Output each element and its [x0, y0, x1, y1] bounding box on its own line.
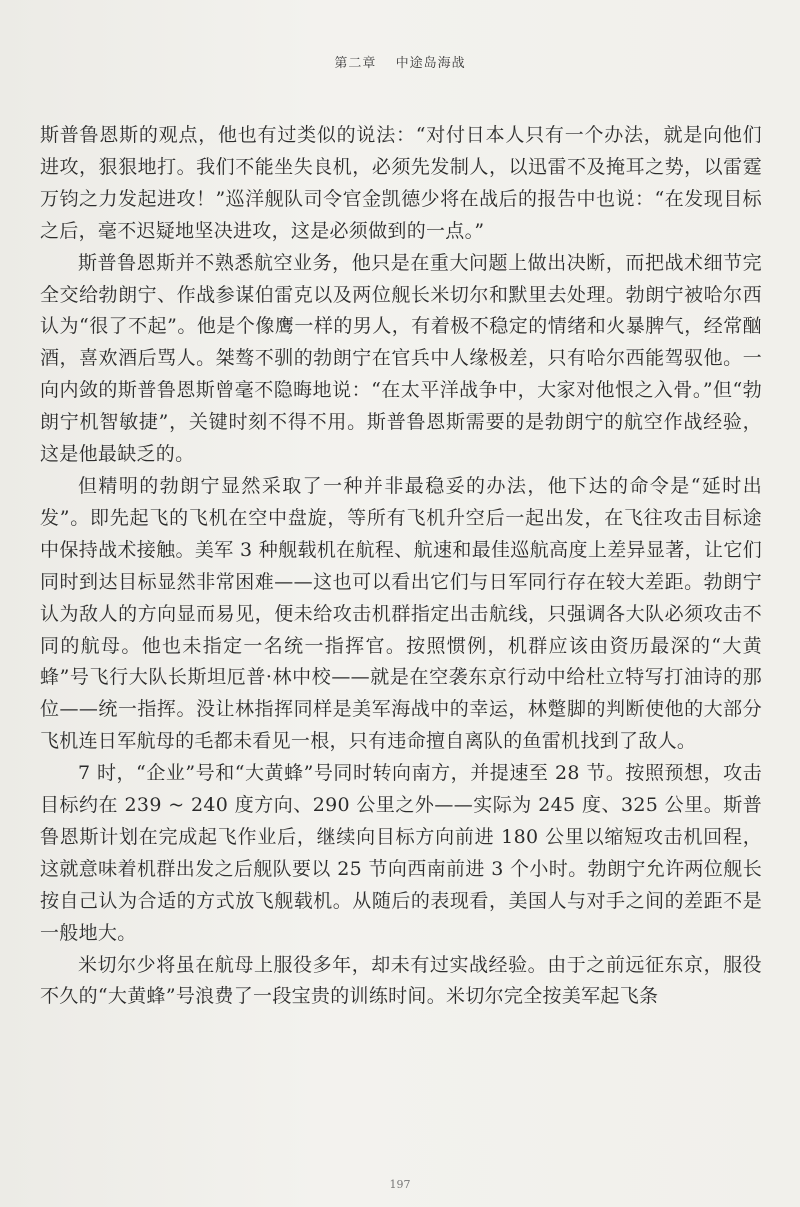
body-text	[40, 120, 762, 1013]
chapter-label: 第二章	[334, 56, 377, 71]
paragraph-2: 斯普鲁恩斯并不熟悉航空业务，他只是在重大问题上做出决断，而把战术细节完全交给勃朗宁、作战参谋伯雷克以及两位舰长米切尔和默里去处理。勃朗宁被哈尔西认为“很了不起”。他是个像鹰一样的男人，有着极不稳定的情绪和火暴脾气，经常酗酒，喜欢酒后骂人。桀骜不驯的勃朗宁在官兵中人缘极差，只有哈尔西能驾驭他。一向内敛的斯普鲁恩斯曾毫不隐晦地说：“在太平洋战争中，大家对他恨之入骨。”但“勃朗宁机智敏捷”，关键时刻不得不用。斯普鲁恩斯需要的是勃朗宁的航空作战经验，这是他最缺乏的。	[40, 251, 762, 466]
paragraph-1: 斯普鲁恩斯的观点，他也有过类似的说法：“对付日本人只有一个办法，就是向他们进攻，狠狠地打。我们不能坐失良机，必须先发制人，以迅雷不及掩耳之势，以雷霆万钧之力发起进攻！”巡洋舰队司令官金凯德少将在战后的报告中也说：“在发现目标之后，毫不迟疑地坚决进攻，这是必须做到的一点。”	[40, 124, 762, 242]
chapter-title: 中途岛海战	[395, 56, 466, 71]
paragraph-5: 米切尔少将虽在航母上服役多年，却未有过实战经验。由于之前远征东京，服役不久的“大黄蜂”号浪费了一段宝贵的训练时间。米切尔完全按美军起飞条	[40, 953, 762, 1008]
paragraph-4: 7 时，“企业”号和“大黄蜂”号同时转向南方，并提速至 28 节。按照预想，攻击目标约在 239 ~ 240 度方向、290 公里之外——实际为 245 度、325 公里。斯普鲁恩斯计划在完成起飞作业后，继续向目标方向前进 180 公里以缩短攻击机回程，这就意味着机群出发之后舰队要以 25 节向西南前进 3 个小时。勃朗宁允许两位舰长按自己认为合适的方式放飞舰载机。从随后的表现看，美国人与对手之间的差距不是一般地大。	[40, 762, 762, 944]
page-number: 197	[389, 1178, 411, 1191]
paragraph-3: 但精明的勃朗宁显然采取了一种并非最稳妥的办法，他下达的命令是“延时出发”。即先起飞的飞机在空中盘旋，等所有飞机升空后一起出发，在飞往攻击目标途中保持战术接触。美军 3 种舰载机在航程、航速和最佳巡航高度上差异显著，让它们同时到达目标显然非常困难——这也可以看出它们与日军同行存在较大差距。勃朗宁认为敌人的方向显而易见，便未给攻击机群指定出击航线，只强调各大队必须攻击不同的航母。他也未指定一名统一指挥官。按照惯例，机群应该由资历最深的“大黄蜂”号飞行大队长斯坦厄普·林中校——就是在空袭东京行动中给杜立特写打油诗的那位——统一指挥。没让林指挥同样是美军海战中的幸运，林蹩脚的判断使他的大部分飞机连日军航母的毛都未看见一根，只有违命擅自离队的鱼雷机找到了敌人。	[40, 474, 762, 753]
running-header	[0, 52, 800, 71]
